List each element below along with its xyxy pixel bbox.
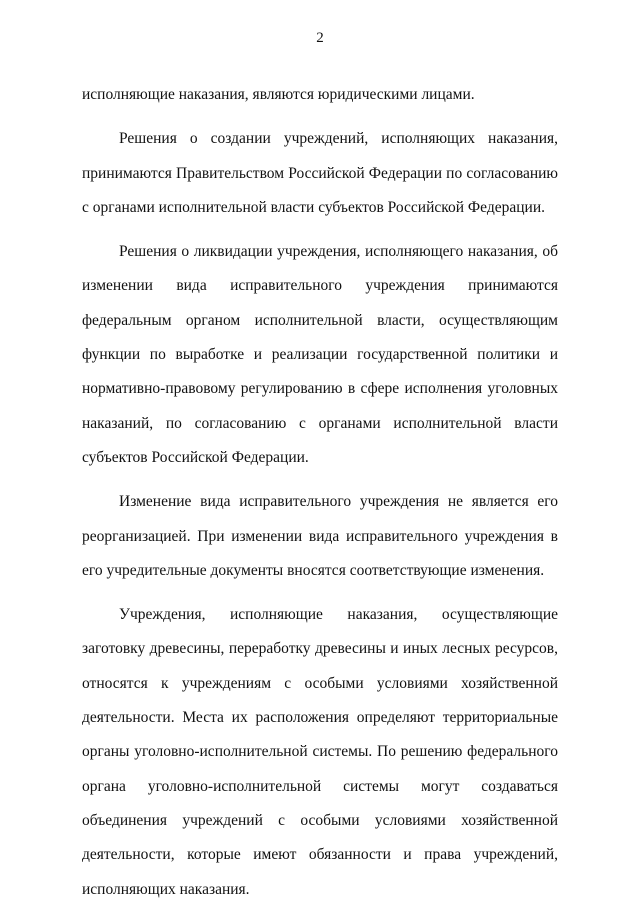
page-number: 2 (316, 30, 324, 46)
paragraph-continuation: исполняющие наказания, являются юридическими лицами. (82, 86, 475, 103)
document-body (82, 78, 558, 907)
paragraph-creation-decisions: Решения о создании учреждений, исполняющих наказания, принимаются Правительством Российской Федерации по согласованию с органами исполнительной власти субъектов Российской Федерации. (82, 130, 558, 216)
paragraph-liquidation-decisions: Решения о ликвидации учреждения, исполняющего наказания, об изменении вида исправительного учреждения принимаются федеральным органом исполнительной власти, осуществляющим функции по выработке и реализации государственной политики и нормативно-правовому регулированию в сфере исполнения уголовных наказаний, по согласованию с органами исполнительной власти субъектов Российской Федерации. (82, 243, 558, 466)
paragraph-forestry-institutions: Учреждения, исполняющие наказания, осуществляющие заготовку древесины, переработку древесины и иных лесных ресурсов, относятся к учреждениям с особыми условиями хозяйственной деятельности. Места их расположения определяют территориальные органы уголовно-исполнительной системы. По решению федерального органа уголовно-исполнительной системы могут создаваться объединения учреждений с особыми условиями хозяйственной деятельности, которые имеют обязанности и права учреждений, исполняющих наказания. (82, 606, 558, 898)
paragraph-type-change: Изменение вида исправительного учреждения не является его реорганизацией. При изменении вида исправительного учреждения в его учредительные документы вносятся соответствующие изменения. (82, 493, 558, 579)
